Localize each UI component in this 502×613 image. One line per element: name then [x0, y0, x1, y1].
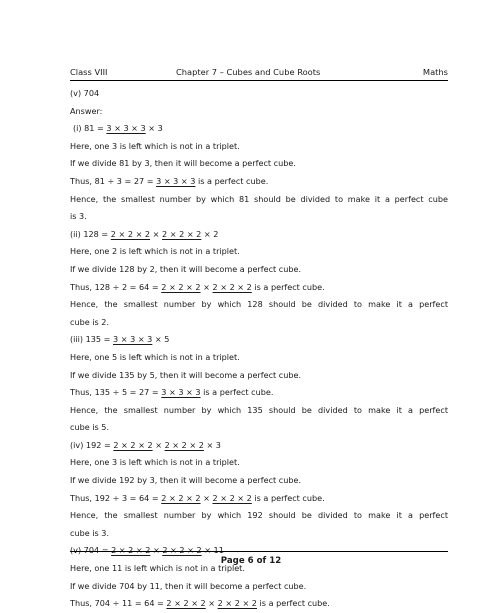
text-line	[70, 208, 448, 226]
text-segment: Answer:	[70, 105, 103, 116]
text-segment: (iii) 135 =	[70, 334, 114, 345]
text-line	[70, 349, 448, 367]
text-line	[70, 120, 448, 138]
text-segment: Here, one 3 is left which is not in a triplet.	[70, 140, 240, 151]
underlined-triplet: 2 × 2 × 2	[166, 598, 206, 609]
text-line	[70, 138, 448, 156]
text-segment: (i) 81 =	[73, 123, 107, 134]
text-segment: is a perfect cube.	[256, 598, 330, 609]
text-segment: (ii) 128 =	[70, 228, 111, 239]
text-line	[70, 578, 448, 596]
underlined-triplet: 3 × 3 × 3	[113, 334, 153, 345]
text-segment: × 3	[145, 123, 163, 134]
text-line	[70, 103, 448, 121]
text-segment: × 2	[201, 228, 219, 239]
underlined-triplet: 2 × 2 × 2	[212, 281, 252, 292]
text-line	[70, 314, 448, 332]
underlined-triplet: 2 × 2 × 2	[110, 228, 151, 239]
text-segment: If we divide 128 by 2, then it will become a perfect cube.	[70, 263, 302, 274]
text-line	[70, 507, 448, 525]
text-segment: ×	[200, 281, 213, 292]
text-line	[70, 472, 448, 490]
text-segment: Here, one 2 is left which is not in a triplet.	[70, 246, 240, 257]
text-line	[70, 173, 448, 191]
text-segment: If we divide 81 by 3, then it will become a perfect cube.	[70, 158, 296, 169]
text-line	[70, 454, 448, 472]
text-line	[70, 191, 448, 209]
text-segment: If we divide 704 by 11, then it will become a perfect cube.	[70, 580, 307, 591]
text-segment: ×	[200, 492, 213, 503]
text-segment: Here, one 3 is left which is not in a triplet.	[70, 457, 240, 468]
header-subject: Maths	[422, 67, 448, 77]
text-line	[70, 402, 448, 420]
text-line	[70, 367, 448, 385]
text-segment: Thus, 135 ÷ 5 = 27 =	[70, 387, 162, 398]
text-segment: If we divide 135 by 5, then it will become a perfect cube.	[70, 369, 302, 380]
page-header	[70, 67, 448, 81]
text-segment: is 3.	[70, 211, 87, 222]
text-segment: × 3	[203, 439, 221, 450]
text-line	[70, 331, 448, 349]
text-line	[70, 85, 448, 103]
underlined-triplet: 2 × 2 × 2	[161, 281, 201, 292]
text-line	[70, 155, 448, 173]
text-line	[70, 437, 448, 455]
text-segment: Hence, the smallest number by which 81 should be divided to make it a perfect cube	[70, 193, 448, 204]
page-content	[70, 85, 448, 613]
text-segment: Hence, the smallest number by which 192 should be divided to make it a perfect	[70, 510, 448, 521]
text-line	[70, 243, 448, 261]
text-segment: ×	[205, 598, 218, 609]
text-segment: Here, one 5 is left which is not in a triplet.	[70, 351, 240, 362]
underlined-triplet: 3 × 3 × 3	[156, 175, 196, 186]
text-segment: Here, one 11 is left which is not in a triplet.	[70, 563, 245, 574]
text-line	[70, 419, 448, 437]
text-segment: Thus, 192 ÷ 3 = 64 =	[70, 492, 162, 503]
text-segment: Hence, the smallest number by which 135 should be divided to make it a perfect	[70, 404, 448, 415]
header-rule	[70, 80, 448, 81]
underlined-triplet: 3 × 3 × 3	[106, 123, 146, 134]
text-segment: Thus, 128 ÷ 2 = 64 =	[70, 281, 162, 292]
text-segment: (iv) 192 =	[70, 439, 114, 450]
text-segment: ×	[152, 439, 165, 450]
text-line	[70, 525, 448, 543]
header-class: Class VIII	[70, 67, 108, 77]
text-segment: is a perfect cube.	[200, 387, 274, 398]
header-chapter: Chapter 7 – Cubes and Cube Roots	[176, 67, 321, 77]
text-line	[70, 279, 448, 297]
text-line	[70, 226, 448, 244]
text-segment: cube is 5.	[70, 422, 110, 433]
text-line	[70, 384, 448, 402]
text-line	[70, 490, 448, 508]
underlined-triplet: 2 × 2 × 2	[113, 439, 153, 450]
text-line	[70, 261, 448, 279]
text-segment: Thus, 704 ÷ 11 = 64 =	[70, 598, 167, 609]
text-segment: Hence, the smallest number by which 128 should be divided to make it a perfect	[70, 299, 448, 310]
text-segment: ×	[150, 228, 163, 239]
underlined-triplet: 2 × 2 × 2	[212, 492, 252, 503]
text-segment: cube is 3.	[70, 527, 110, 538]
text-segment: (v) 704	[70, 88, 100, 98]
text-segment: Thus, 81 ÷ 3 = 27 =	[70, 175, 157, 186]
underlined-triplet: 2 × 2 × 2	[162, 228, 202, 239]
text-segment: is a perfect cube.	[251, 492, 325, 503]
underlined-triplet: 3 × 3 × 3	[161, 387, 201, 398]
underlined-triplet: 2 × 2 × 2	[217, 598, 257, 609]
text-segment: If we divide 192 by 3, then it will become a perfect cube.	[70, 475, 302, 486]
underlined-triplet: 2 × 2 × 2	[164, 439, 204, 450]
text-line	[70, 296, 448, 314]
text-segment: is a perfect cube.	[251, 281, 325, 292]
text-segment: × 5	[152, 334, 170, 345]
text-segment: cube is 2.	[70, 316, 110, 327]
text-line	[70, 595, 448, 613]
underlined-triplet: 2 × 2 × 2	[161, 492, 201, 503]
text-segment: is a perfect cube.	[195, 175, 269, 186]
page-number: Page 6 of 12	[220, 556, 282, 566]
footer-rule	[70, 551, 448, 552]
